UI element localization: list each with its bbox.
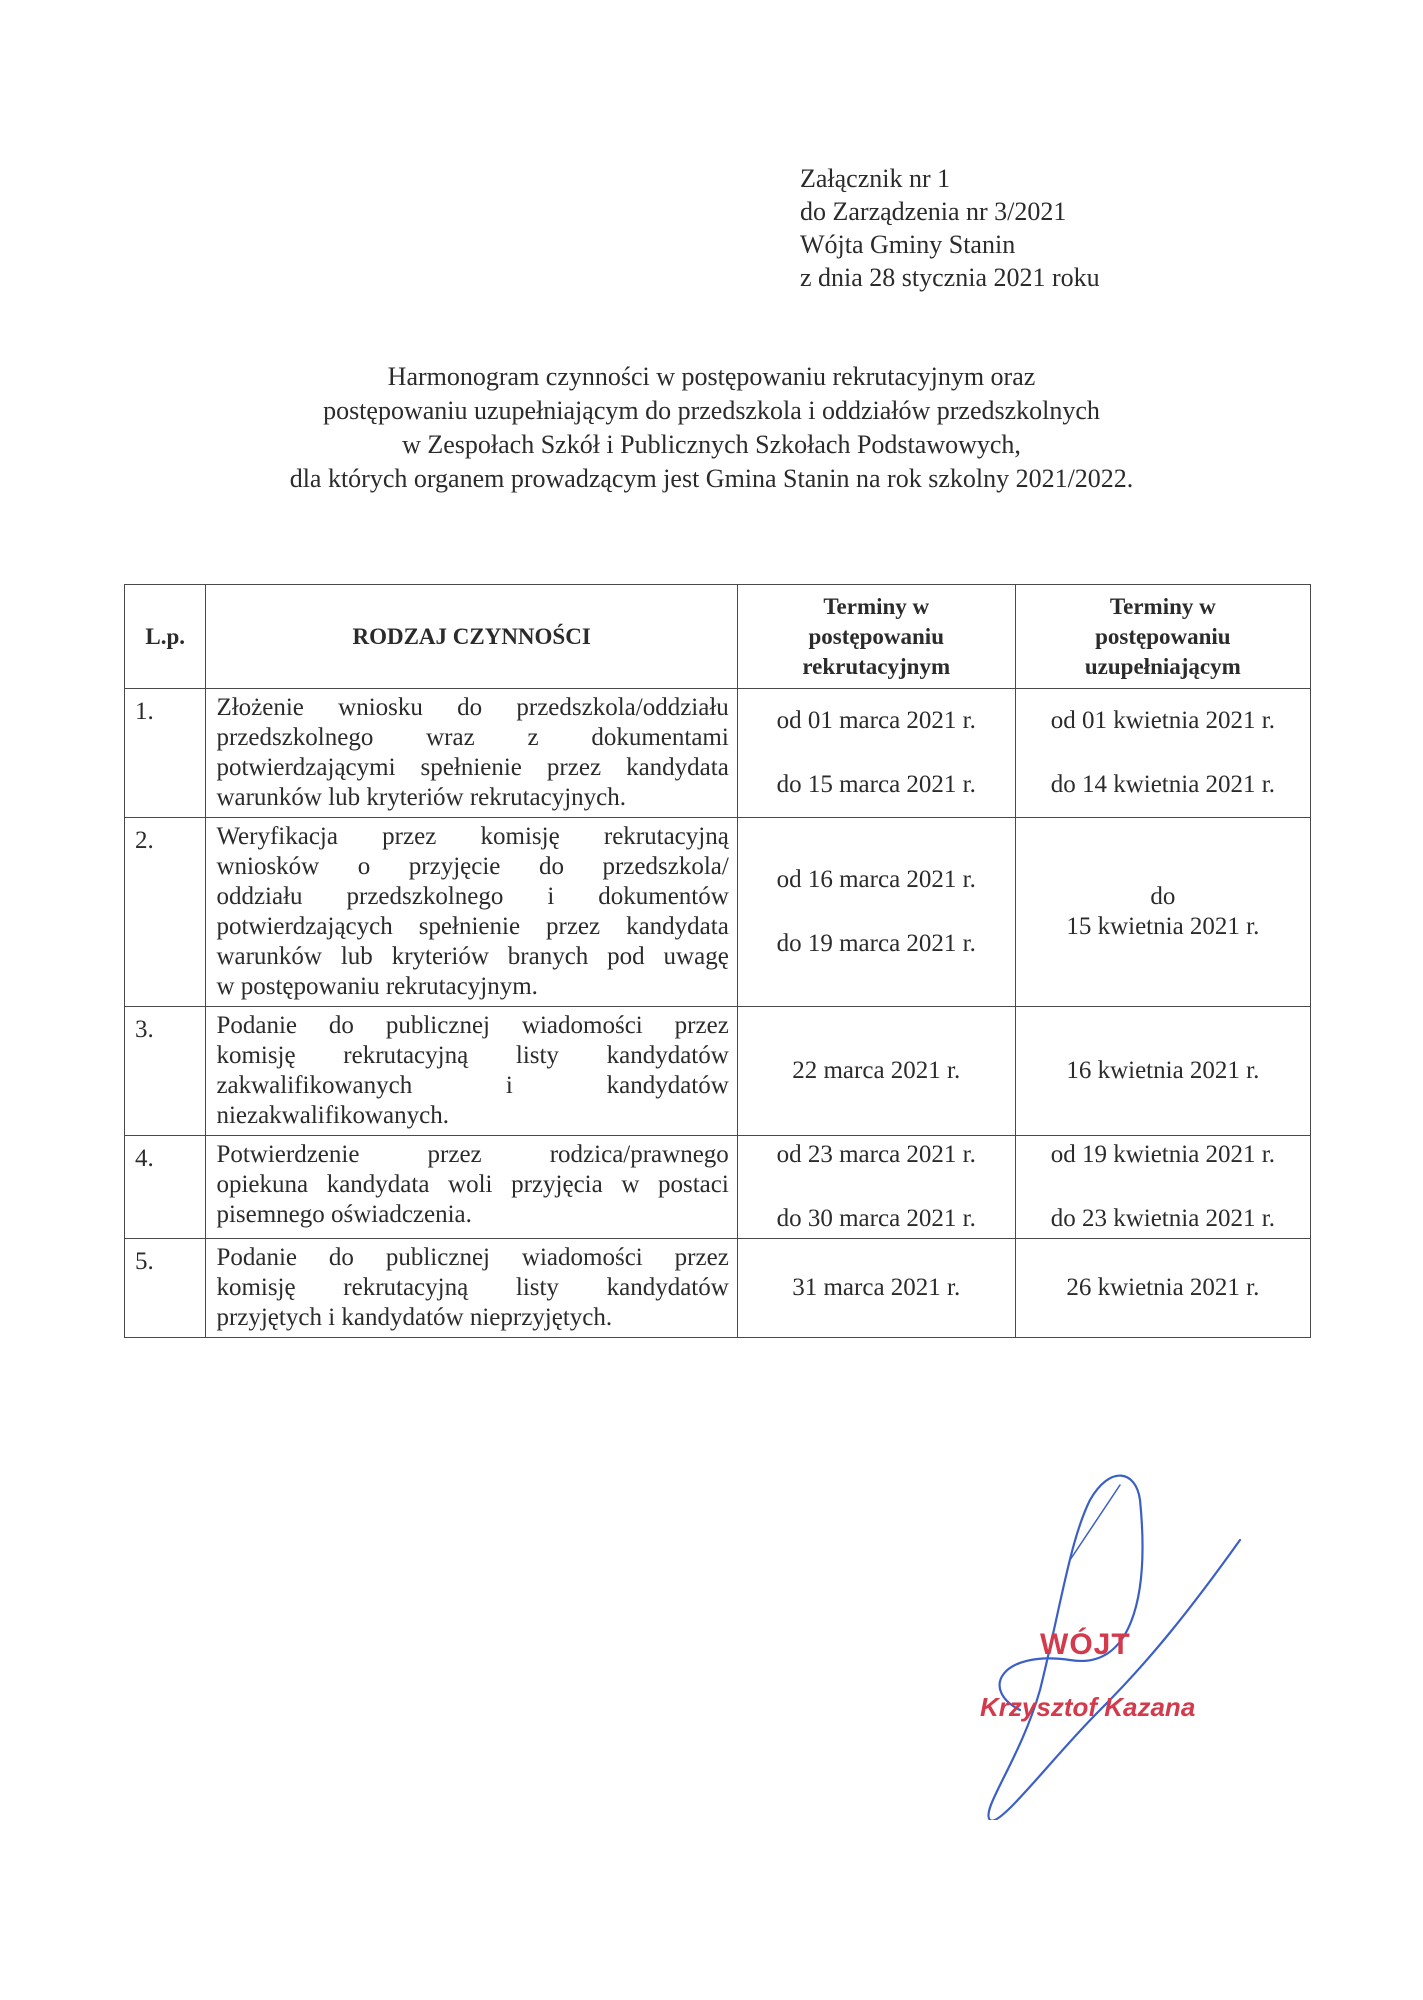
stamp-name: Krzysztof Kazana [980, 1692, 1196, 1722]
row-number: 5. [125, 1239, 206, 1338]
row-recruitment-dates: od 16 marca 2021 r. do 19 marca 2021 r. [737, 818, 1015, 1007]
annex-header [800, 162, 1100, 294]
row-recruitment-dates: 31 marca 2021 r. [737, 1239, 1015, 1338]
table-header-row [125, 585, 1311, 689]
row-recruitment-dates: od 01 marca 2021 r. do 15 marca 2021 r. [737, 689, 1015, 818]
title-line-3: w Zespołach Szkół i Publicznych Szkołach Podstawowych, [402, 430, 1021, 459]
header-activity: RODZAJ CZYNNOŚCI [206, 585, 737, 689]
document-title [180, 360, 1243, 496]
row-number: 3. [125, 1007, 206, 1136]
row-supplementary-dates: do 15 kwietnia 2021 r. [1015, 818, 1310, 1007]
header-supplementary-dates: Terminy w postępowaniu uzupełniającym [1015, 585, 1310, 689]
title-line-4: dla których organem prowadzącym jest Gmina Stanin na rok szkolny 2021/2022. [289, 464, 1134, 493]
row-supplementary-dates: 26 kwietnia 2021 r. [1015, 1239, 1310, 1338]
row-activity: Weryfikacja przez komisję rekrutacyjną wniosków o przyjęcie do przedszkola/ oddziału przedszkolnego i dokumentów potwierdzających spełnienie przez kandydata warunków lub kryteriów branych pod uwagę w postępowaniu rekrutacyjnym. [206, 818, 737, 1007]
row-activity: Podanie do publicznej wiadomości przez komisję rekrutacyjną listy kandydatów zakwalifikowanych i kandydatów niezakwalifikowanych. [206, 1007, 737, 1136]
row-recruitment-dates: od 23 marca 2021 r. do 30 marca 2021 r. [737, 1136, 1015, 1239]
row-activity: Podanie do publicznej wiadomości przez komisję rekrutacyjną listy kandydatów przyjętych i kandydatów nieprzyjętych. [206, 1239, 737, 1338]
table-row [125, 1239, 1311, 1338]
table-row [125, 1007, 1311, 1136]
row-supplementary-dates: od 19 kwietnia 2021 r. do 23 kwietnia 2021 r. [1015, 1136, 1310, 1239]
row-number: 4. [125, 1136, 206, 1239]
stamp-title: WÓJT [1040, 1628, 1131, 1661]
row-recruitment-dates: 22 marca 2021 r. [737, 1007, 1015, 1136]
header-lp: L.p. [125, 585, 206, 689]
header-recruitment-dates: Terminy w postępowaniu rekrutacyjnym [737, 585, 1015, 689]
table-row [125, 818, 1311, 1007]
annex-number: Załącznik nr 1 [800, 164, 951, 193]
annex-date: z dnia 28 stycznia 2021 roku [800, 263, 1100, 292]
row-activity: Potwierdzenie przez rodzica/prawnego opiekuna kandydata woli przyjęcia w postaci pisemnego oświadczenia. [206, 1136, 737, 1239]
row-activity: Złożenie wniosku do przedszkola/oddziału przedszkolnego wraz z dokumentami potwierdzającymi spełnienie przez kandydata warunków lub kryteriów rekrutacyjnych. [206, 689, 737, 818]
title-line-1: Harmonogram czynności w postępowaniu rekrutacyjnym oraz [387, 362, 1036, 391]
row-number: 2. [125, 818, 206, 1007]
annex-issuer: Wójta Gminy Stanin [800, 230, 1016, 259]
row-supplementary-dates: 16 kwietnia 2021 r. [1015, 1007, 1310, 1136]
annex-ordinance: do Zarządzenia nr 3/2021 [800, 197, 1067, 226]
row-number: 1. [125, 689, 206, 818]
title-line-2: postępowaniu uzupełniającym do przedszkola i oddziałów przedszkolnych [323, 396, 1100, 425]
table-row [125, 689, 1311, 818]
row-supplementary-dates: od 01 kwietnia 2021 r. do 14 kwietnia 2021 r. [1015, 689, 1310, 818]
schedule-table [124, 584, 1311, 1338]
table-row [125, 1136, 1311, 1239]
